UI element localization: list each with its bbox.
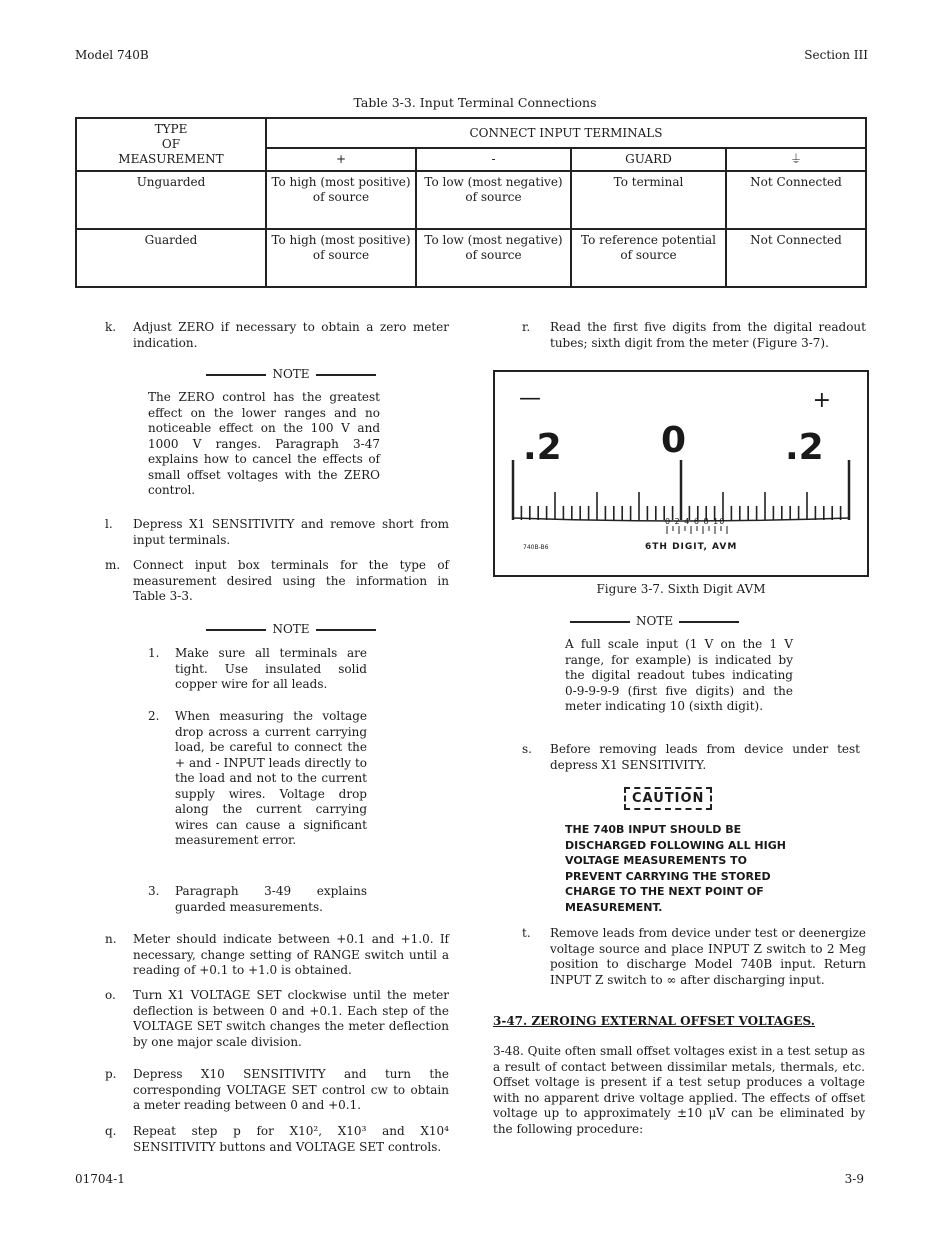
step-o-text: Turn X1 VOLTAGE SET clockwise until the meter deflection is between 0 and +0.1. Each step of the VOLTAGE SET switch changes the meter deflection by one major scale division. bbox=[133, 988, 449, 1049]
step-q-label: q. bbox=[105, 1124, 117, 1138]
step-p-text: Depress X10 SENSITIVITY and turn the corresponding VOLTAGE SET control cw to obtain a meter reading between 0 and +0.1. bbox=[133, 1067, 449, 1112]
section-heading: 3-47. ZEROING EXTERNAL OFFSET VOLTAGES. bbox=[493, 1014, 815, 1028]
page-header-section: Section III bbox=[804, 48, 868, 62]
step-s-text: Before removing leads from device under test depress X1 SENSITIVITY. bbox=[550, 742, 860, 772]
note-item-num: 1. bbox=[148, 646, 160, 660]
table-caption: Table 3-3. Input Terminal Connections bbox=[353, 95, 597, 110]
cell-type: Guarded bbox=[76, 229, 266, 287]
cell-guard: To terminal bbox=[571, 171, 726, 229]
paragraph-348: 3-48. Quite often small offset voltages exist in a test setup as a result of contact between dissimilar metals, thermals, etc. Offset voltage is present if a test setup produces a voltage with no apparent drive voltage applied. The effects of offset voltage up to approximately ±10 μV can be eliminated by the following procedure: bbox=[493, 1044, 865, 1136]
step-s-label: s. bbox=[522, 742, 532, 756]
cell-plus: To high (most positive) of source bbox=[266, 171, 416, 229]
cell-plus: To high (most positive) of source bbox=[266, 229, 416, 287]
cell-type: Unguarded bbox=[76, 171, 266, 229]
table-row bbox=[76, 171, 866, 229]
step-r-label: r. bbox=[522, 320, 531, 334]
note-item-num: 3. bbox=[148, 884, 160, 898]
meter-ticks bbox=[513, 460, 849, 521]
step-q-text: Repeat step p for X10², X10³ and X10⁴ SENSITIVITY buttons and VOLTAGE SET controls. bbox=[133, 1124, 449, 1154]
step-p-label: p. bbox=[105, 1067, 117, 1081]
step-t-label: t. bbox=[522, 926, 531, 940]
note-title: NOTE bbox=[133, 367, 449, 381]
step-l-label: l. bbox=[105, 517, 113, 531]
step-m-label: m. bbox=[105, 558, 121, 572]
step-r-text: Read the first five digits from the digital readout tubes; sixth digit from the meter (Figure 3-7). bbox=[550, 320, 866, 350]
note-item-text: Paragraph 3-49 explains guarded measurements. bbox=[175, 884, 367, 914]
note-item-num: 2. bbox=[148, 709, 160, 723]
col-type-header: TYPE OF MEASUREMENT bbox=[76, 118, 266, 171]
cell-minus: To low (most negative) of source bbox=[416, 229, 571, 287]
footer-page-number: 3-9 bbox=[844, 1172, 864, 1186]
step-n-text: Meter should indicate between +0.1 and +1.0. If necessary, change setting of RANGE switch until a reading of +0.1 to +1.0 is obtained. bbox=[133, 932, 449, 977]
step-o-label: o. bbox=[105, 988, 116, 1002]
meter-center-label: 0 bbox=[661, 420, 687, 461]
cell-ground: Not Connected bbox=[726, 229, 866, 287]
cell-ground: Not Connected bbox=[726, 171, 866, 229]
footer-doc-number: 01704-1 bbox=[75, 1172, 125, 1186]
meter-left-label: .2 bbox=[523, 427, 562, 468]
caution-box: CAUTION bbox=[624, 787, 712, 810]
meter-right-label: .2 bbox=[785, 427, 824, 468]
sixth-digit-meter bbox=[493, 370, 869, 577]
step-k-text: Adjust ZERO if necessary to obtain a zero meter indication. bbox=[133, 320, 449, 350]
step-m-text: Connect input box terminals for the type of measurement desired using the information in Table 3-3. bbox=[133, 558, 449, 603]
input-terminal-table bbox=[75, 117, 867, 288]
note-title: NOTE bbox=[550, 614, 880, 628]
page-header-model: Model 740B bbox=[75, 48, 149, 62]
note-title: NOTE bbox=[133, 622, 449, 636]
note-item-text: Make sure all terminals are tight. Use insulated solid copper wire for all leads. bbox=[175, 646, 367, 691]
step-l-text: Depress X1 SENSITIVITY and remove short from input terminals. bbox=[133, 517, 449, 547]
plus-icon: + bbox=[812, 388, 831, 413]
minus-icon: — bbox=[519, 386, 541, 411]
cell-minus: To low (most negative) of source bbox=[416, 171, 571, 229]
meter-subscale-labels: 0 2 4 6 8 10 bbox=[665, 517, 726, 526]
step-t-text: Remove leads from device under test or deenergize voltage source and place INPUT Z switch to 2 Meg position to discharge Model 740B input. Return INPUT Z switch to ∞ after discharging input. bbox=[550, 926, 866, 987]
step-n-label: n. bbox=[105, 932, 117, 946]
subheader-ground: ⏚ bbox=[726, 148, 866, 171]
subheader-plus: + bbox=[266, 148, 416, 171]
meter-caption: 6TH DIGIT, AVM bbox=[645, 542, 738, 552]
subheader-guard: GUARD bbox=[571, 148, 726, 171]
subheader-minus: - bbox=[416, 148, 571, 171]
figure-code: 740B-B6 bbox=[523, 544, 549, 551]
step-k-label: k. bbox=[105, 320, 117, 334]
caution-text: THE 740B INPUT SHOULD BE DISCHARGED FOLLOWING ALL HIGH VOLTAGE MEASUREMENTS TO PREVENT CARRYING THE STORED CHARGE TO THE NEXT POINT OF MEASUREMENT. bbox=[565, 823, 786, 914]
note-text: A full scale input (1 V on the 1 V range, for example) is indicated by the digital readout tubes indicating 0-9-9-9-9 (first five digits) and the meter indicating 10 (sixth digit). bbox=[565, 637, 793, 713]
table-row bbox=[76, 229, 866, 287]
meter-subticks bbox=[667, 526, 727, 534]
figure-caption: Figure 3-7. Sixth Digit AVM bbox=[596, 582, 766, 596]
cell-guard: To reference potential of source bbox=[571, 229, 726, 287]
note-text: The ZERO control has the greatest effect on the lower ranges and no noticeable effect on the 100 V and 1000 V ranges. Paragraph 3-47 explains how to cancel the effects of small offset voltages with the ZERO control. bbox=[148, 390, 380, 497]
note-item-text: When measuring the voltage drop across a current carrying load, be careful to connect the + and - INPUT leads directly to the load and not to the current supply wires. Voltage drop along the current carrying wires can cause a significant measurement error. bbox=[175, 709, 367, 847]
col-connect-header: CONNECT INPUT TERMINALS bbox=[266, 118, 866, 148]
